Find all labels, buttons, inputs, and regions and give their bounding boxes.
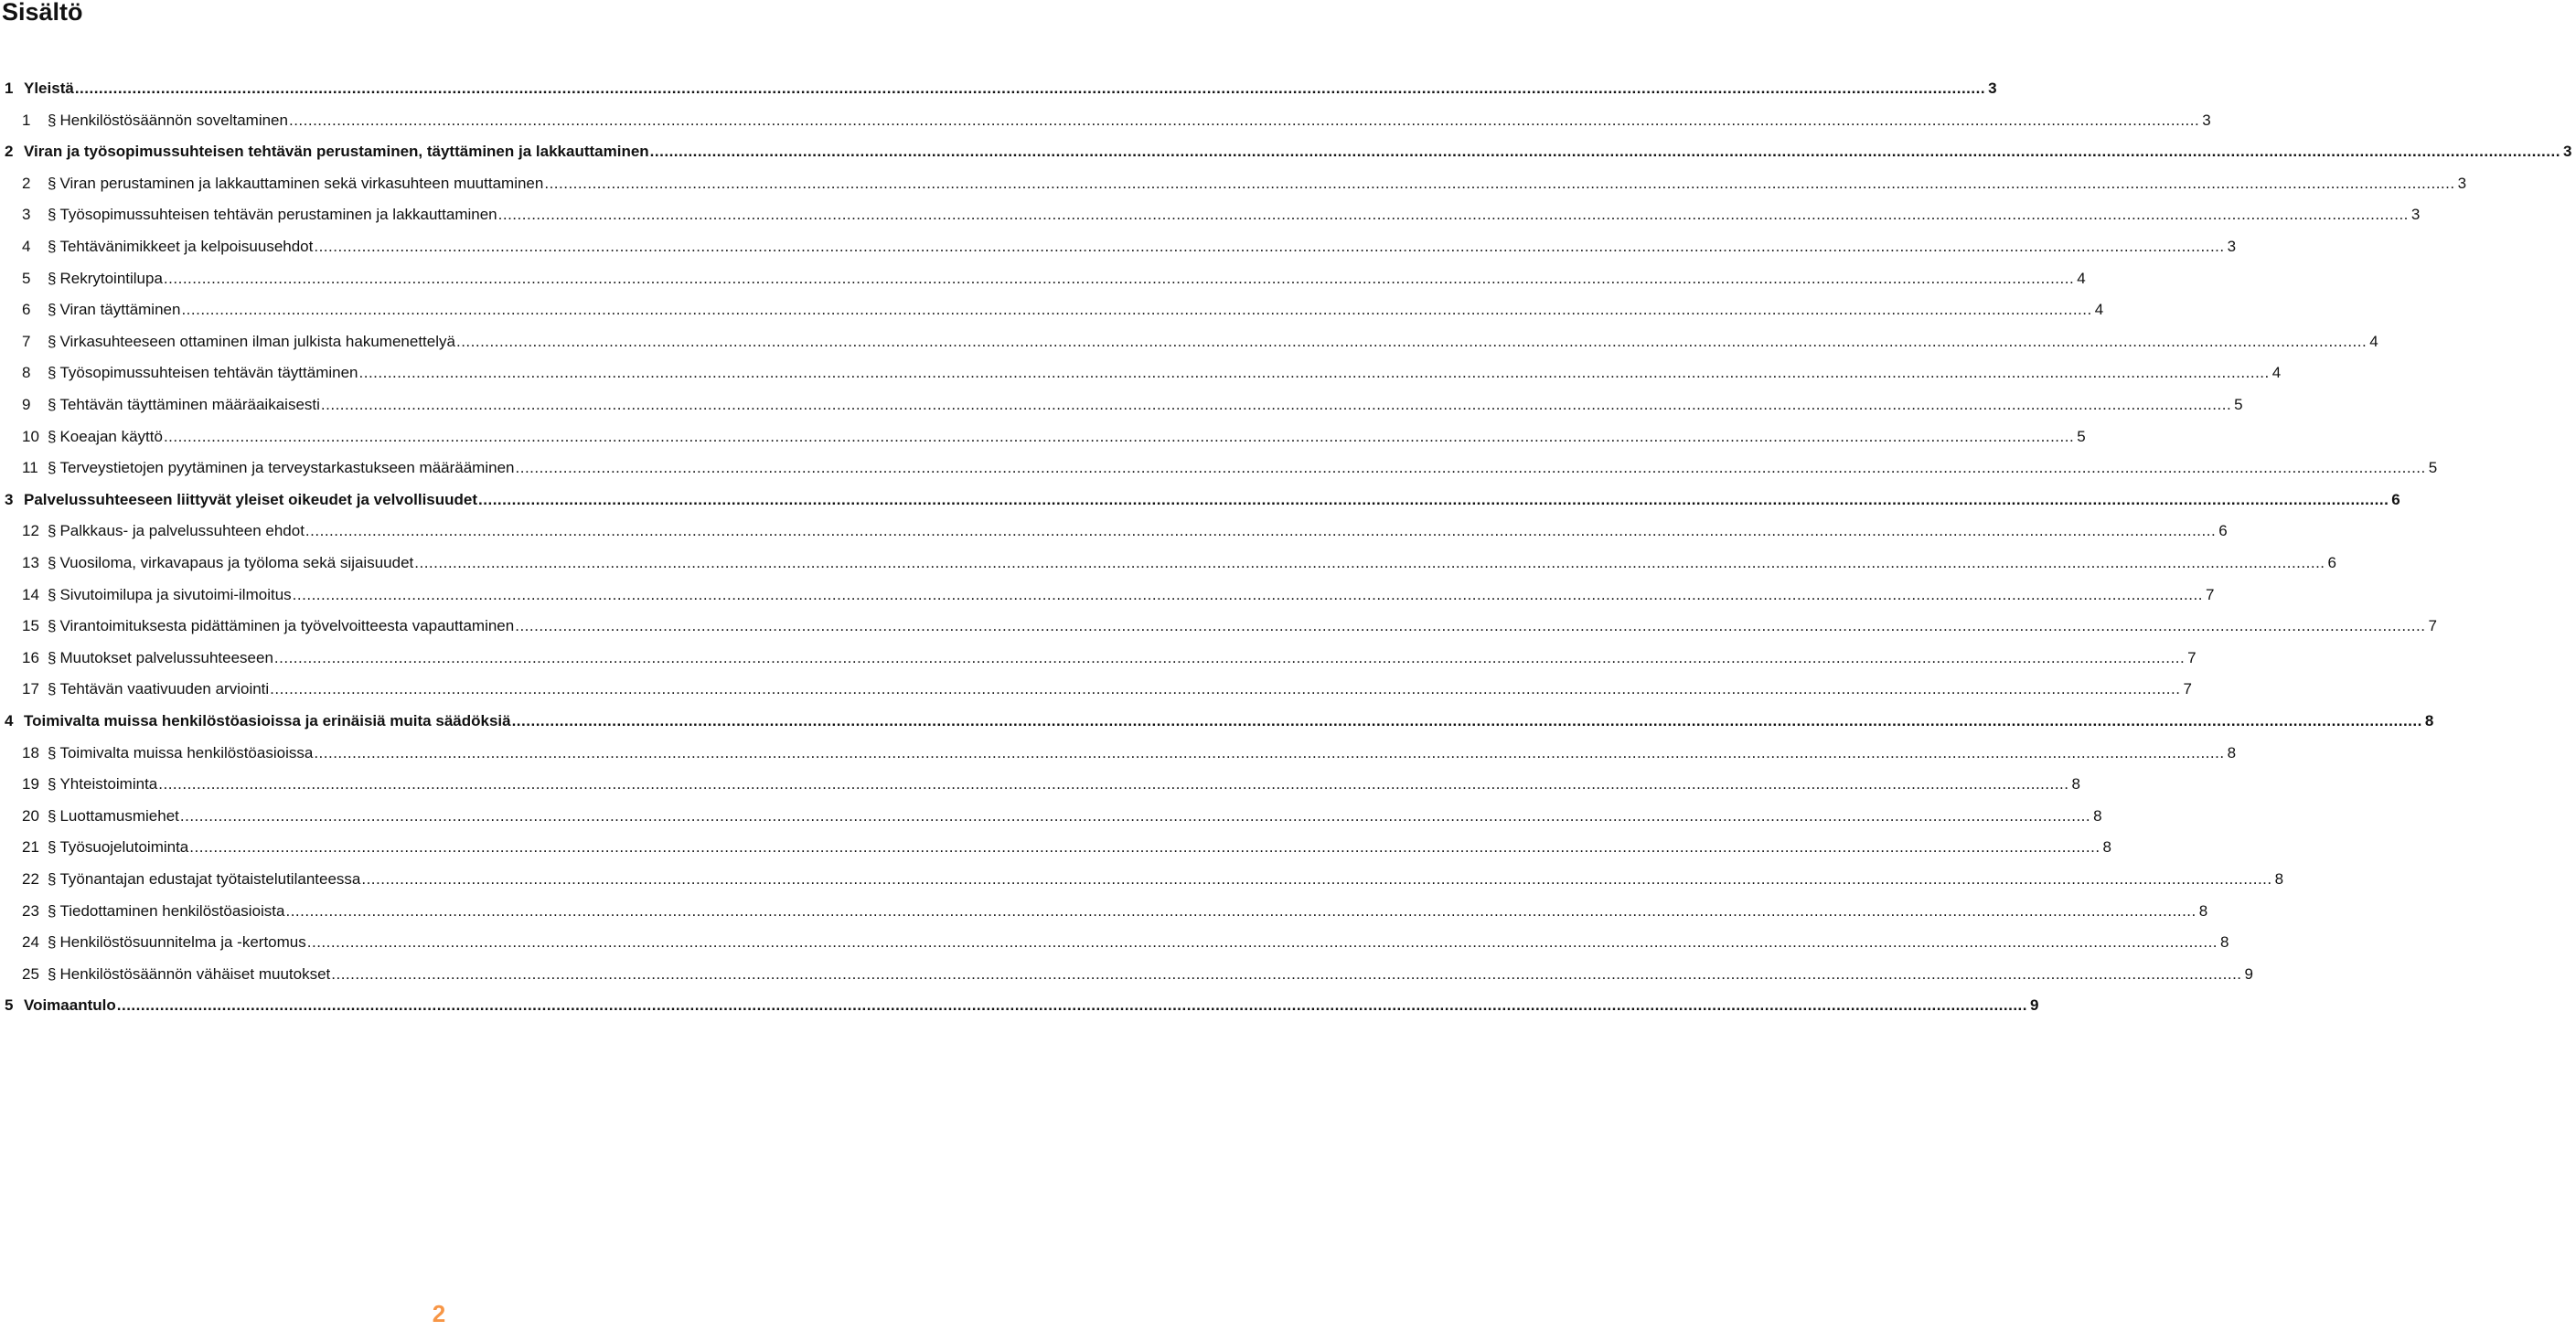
toc-entry[interactable] bbox=[0, 548, 2336, 579]
toc-entry-title: Virkasuhteeseen ottaminen ilman julkista hakumenettelyä bbox=[59, 332, 455, 350]
section-sign-icon: § bbox=[48, 301, 57, 319]
dot-leader: ................................................................................................................................................................................................................................................................................................................................................................................................................ bbox=[314, 743, 2225, 761]
section-sign-icon: § bbox=[48, 617, 57, 635]
toc-entry[interactable] bbox=[0, 136, 2572, 167]
toc-entry-number: 1 bbox=[22, 111, 31, 129]
toc-entry-title: Tehtävänimikkeet ja kelpoisuusehdot bbox=[59, 238, 314, 255]
toc-entry-title: Toimivalta muissa henkilöstöasioissa ja erinäisiä muita säädöksiä bbox=[24, 712, 511, 729]
toc-entry-number: 6 bbox=[22, 301, 31, 319]
toc-entry-page: 9 bbox=[2030, 996, 2039, 1015]
section-sign-icon: § bbox=[48, 648, 57, 666]
dot-leader: ................................................................................................................................................................................................................................................................................................................................................................................................................ bbox=[181, 301, 2092, 319]
toc-entry-page: 7 bbox=[2428, 617, 2437, 635]
toc-entry-page: 4 bbox=[2271, 364, 2282, 382]
toc-entry[interactable] bbox=[0, 959, 2253, 990]
dot-leader: ................................................................................................................................................................................................................................................................................................................................................................................................................ bbox=[306, 933, 2218, 952]
toc-entry-title: Rekrytointilupa bbox=[59, 269, 163, 287]
toc-entry-page: 3 bbox=[2562, 143, 2572, 161]
toc-entry-title: Työsopimussuhteisen tehtävän täyttäminen bbox=[59, 364, 358, 382]
toc-entry[interactable] bbox=[0, 357, 2282, 389]
dot-leader: ................................................................................................................................................................................................................................................................................................................................................................................................................ bbox=[497, 206, 2409, 224]
section-sign-icon: § bbox=[48, 396, 57, 413]
dot-leader: ................................................................................................................................................................................................................................................................................................................................................................................................................ bbox=[179, 806, 2091, 825]
toc-entry-title: Luottamusmiehet bbox=[59, 806, 179, 825]
dot-leader: ................................................................................................................................................................................................................................................................................................................................................................................................................ bbox=[305, 522, 2217, 540]
toc-entry[interactable] bbox=[0, 484, 2400, 516]
toc-entry[interactable] bbox=[0, 105, 2211, 136]
toc-entry[interactable] bbox=[0, 580, 2215, 611]
dot-leader: ................................................................................................................................................................................................................................................................................................................................................................................................................ bbox=[74, 80, 1986, 97]
toc-entry-page: 8 bbox=[2093, 806, 2102, 825]
section-sign-icon: § bbox=[48, 427, 57, 445]
section-sign-icon: § bbox=[48, 838, 57, 857]
section-sign-icon: § bbox=[48, 206, 57, 224]
toc-entry[interactable] bbox=[0, 643, 2197, 674]
toc-entry-page: 8 bbox=[2274, 870, 2284, 888]
toc-entry-number: 3 bbox=[5, 490, 14, 508]
page-title: Sisältö bbox=[2, 0, 83, 26]
toc-entry-page: 8 bbox=[2424, 712, 2434, 729]
section-sign-icon: § bbox=[48, 459, 57, 477]
toc-entry-page: 5 bbox=[2428, 459, 2438, 477]
toc-entry-title: Viran perustaminen ja lakkauttaminen sekä virkasuhteen muuttaminen bbox=[59, 174, 544, 192]
toc-entry-page: 6 bbox=[2218, 522, 2228, 540]
section-sign-icon: § bbox=[48, 775, 57, 793]
toc-entry[interactable] bbox=[0, 864, 2284, 895]
toc-entry-number: 20 bbox=[22, 806, 39, 825]
page-number: 2 bbox=[432, 1300, 446, 1327]
dot-leader: ................................................................................................................................................................................................................................................................................................................................................................................................................ bbox=[511, 712, 2422, 729]
toc-entry-page: 4 bbox=[2094, 301, 2104, 319]
toc-entry-title: Koeajan käyttö bbox=[59, 427, 163, 445]
toc-entry-page: 4 bbox=[2077, 269, 2086, 287]
toc-entry-page: 3 bbox=[2410, 206, 2421, 224]
dot-leader: ................................................................................................................................................................................................................................................................................................................................................................................................................ bbox=[163, 427, 2075, 445]
toc-entry-title: Yleistä bbox=[24, 80, 74, 97]
toc-entry[interactable] bbox=[0, 674, 2192, 705]
dot-leader: ................................................................................................................................................................................................................................................................................................................................................................................................................ bbox=[361, 870, 2272, 888]
toc-entry-number: 2 bbox=[5, 143, 14, 161]
toc-entry-number: 22 bbox=[22, 870, 39, 888]
toc-entry[interactable] bbox=[0, 738, 2237, 769]
toc-entry-title: Henkilöstösäännön soveltaminen bbox=[59, 111, 288, 129]
toc-entry-number: 14 bbox=[22, 585, 39, 603]
dot-leader: ................................................................................................................................................................................................................................................................................................................................................................................................................ bbox=[163, 269, 2075, 287]
toc-entry[interactable] bbox=[0, 389, 2243, 421]
dot-leader: ................................................................................................................................................................................................................................................................................................................................................................................................................ bbox=[331, 964, 2242, 983]
section-sign-icon: § bbox=[48, 680, 57, 698]
toc-entry-title: Palkkaus- ja palvelussuhteen ehdot bbox=[59, 522, 305, 540]
toc-entry[interactable] bbox=[0, 326, 2378, 357]
toc-entry[interactable] bbox=[0, 801, 2102, 832]
toc-entry[interactable] bbox=[0, 453, 2438, 484]
section-sign-icon: § bbox=[48, 806, 57, 825]
toc-entry-title: Tehtävän vaativuuden arviointi bbox=[59, 680, 270, 698]
section-sign-icon: § bbox=[48, 901, 57, 920]
toc-entry-title: Viran täyttäminen bbox=[59, 301, 181, 319]
toc-entry-page: 8 bbox=[2102, 838, 2112, 857]
dot-leader: ................................................................................................................................................................................................................................................................................................................................................................................................................ bbox=[544, 174, 2455, 192]
toc-entry-title: Yhteistoiminta bbox=[59, 775, 158, 793]
toc-entry-title: Vuosiloma, virkavapaus ja työloma sekä sijaisuudet bbox=[59, 554, 414, 571]
toc-entry-page: 5 bbox=[2234, 396, 2243, 413]
toc-entry[interactable] bbox=[0, 516, 2228, 547]
toc-entry-title: Henkilöstösuunnitelma ja -kertomus bbox=[59, 933, 306, 952]
toc-entry-number: 9 bbox=[22, 396, 31, 413]
dot-leader: ................................................................................................................................................................................................................................................................................................................................................................................................................ bbox=[649, 143, 2560, 161]
toc-entry[interactable] bbox=[0, 769, 2080, 800]
toc-entry[interactable] bbox=[0, 199, 2421, 230]
toc-entry-number: 8 bbox=[22, 364, 31, 382]
toc-entry-page: 3 bbox=[1988, 80, 1997, 97]
toc-entry-title: Työnantajan edustajat työtaistelutilanteessa bbox=[59, 870, 361, 888]
toc-entry-number: 5 bbox=[5, 996, 14, 1015]
toc-entry[interactable] bbox=[0, 832, 2112, 863]
toc-entry[interactable] bbox=[0, 168, 2467, 199]
toc-entry-title: Palvelussuhteeseen liittyvät yleiset oikeudet ja velvollisuudet bbox=[24, 490, 478, 508]
dot-leader: ................................................................................................................................................................................................................................................................................................................................................................................................................ bbox=[270, 680, 2181, 698]
toc-entry-title: Toimivalta muissa henkilöstöasioissa bbox=[59, 743, 314, 761]
toc-entry-page: 8 bbox=[2198, 901, 2208, 920]
toc-entry[interactable] bbox=[0, 421, 2086, 453]
dot-leader: ................................................................................................................................................................................................................................................................................................................................................................................................................ bbox=[285, 901, 2197, 920]
toc-entry[interactable] bbox=[0, 73, 1997, 104]
toc-entry-number: 4 bbox=[22, 238, 31, 255]
toc-entry-number: 17 bbox=[22, 680, 39, 698]
toc-entry-number: 4 bbox=[5, 712, 14, 729]
section-sign-icon: § bbox=[48, 364, 57, 382]
toc-entry-number: 16 bbox=[22, 648, 39, 666]
toc-entry-title: Työsopimussuhteisen tehtävän perustaminen ja lakkauttaminen bbox=[59, 206, 497, 224]
dot-leader: ................................................................................................................................................................................................................................................................................................................................................................................................................ bbox=[158, 775, 2069, 793]
toc-entry-title: Voimaantulo bbox=[24, 996, 116, 1015]
toc-entry-title: Tiedottaminen henkilöstöasioista bbox=[59, 901, 285, 920]
toc-entry-page: 8 bbox=[2220, 933, 2229, 952]
toc-entry[interactable] bbox=[0, 896, 2208, 927]
toc-entry-page: 3 bbox=[2227, 238, 2237, 255]
section-sign-icon: § bbox=[48, 585, 57, 603]
toc-entry[interactable] bbox=[0, 294, 2104, 325]
toc-entry-number: 10 bbox=[22, 427, 39, 445]
dot-leader: ................................................................................................................................................................................................................................................................................................................................................................................................................ bbox=[478, 490, 2389, 508]
dot-leader: ................................................................................................................................................................................................................................................................................................................................................................................................................ bbox=[292, 585, 2203, 603]
toc-entry-number: 1 bbox=[5, 80, 14, 97]
toc-entry-number: 19 bbox=[22, 775, 39, 793]
toc-entry[interactable] bbox=[0, 706, 2434, 737]
toc-entry[interactable] bbox=[0, 927, 2229, 958]
toc-entry-page: 4 bbox=[2369, 332, 2378, 350]
toc-entry-page: 5 bbox=[2077, 427, 2086, 445]
toc-entry-page: 7 bbox=[2205, 585, 2215, 603]
dot-leader: ................................................................................................................................................................................................................................................................................................................................................................................................................ bbox=[116, 996, 2028, 1015]
toc-entry-number: 2 bbox=[22, 174, 31, 192]
section-sign-icon: § bbox=[48, 269, 57, 287]
toc-entry-page: 8 bbox=[2227, 743, 2237, 761]
toc-entry[interactable] bbox=[0, 990, 2039, 1021]
toc-entry-number: 23 bbox=[22, 901, 39, 920]
toc-entry-number: 11 bbox=[22, 459, 38, 477]
toc-entry-title: Henkilöstösäännön vähäiset muutokset bbox=[59, 964, 331, 983]
toc-entry-number: 12 bbox=[22, 522, 39, 540]
dot-leader: ................................................................................................................................................................................................................................................................................................................................................................................................................ bbox=[189, 838, 2100, 857]
toc-entry-number: 18 bbox=[22, 743, 39, 761]
section-sign-icon: § bbox=[48, 332, 57, 350]
section-sign-icon: § bbox=[48, 743, 57, 761]
toc-entry-title: Muutokset palvelussuhteeseen bbox=[59, 648, 273, 666]
dot-leader: ................................................................................................................................................................................................................................................................................................................................................................................................................ bbox=[288, 111, 2200, 129]
toc-entry-number: 21 bbox=[22, 838, 39, 857]
toc-entry-number: 7 bbox=[22, 332, 31, 350]
toc-entry-number: 5 bbox=[22, 269, 31, 287]
toc-entry-page: 6 bbox=[2391, 490, 2400, 508]
dot-leader: ................................................................................................................................................................................................................................................................................................................................................................................................................ bbox=[455, 332, 2368, 350]
dot-leader: ................................................................................................................................................................................................................................................................................................................................................................................................................ bbox=[515, 617, 2426, 635]
toc-entry-number: 15 bbox=[22, 617, 39, 635]
section-sign-icon: § bbox=[48, 522, 57, 540]
dot-leader: ................................................................................................................................................................................................................................................................................................................................................................................................................ bbox=[358, 364, 2270, 382]
dot-leader: ................................................................................................................................................................................................................................................................................................................................................................................................................ bbox=[414, 554, 2325, 571]
toc-entry-number: 25 bbox=[22, 964, 39, 983]
section-sign-icon: § bbox=[48, 174, 57, 192]
toc-entry-page: 7 bbox=[2183, 680, 2192, 698]
toc-entry-page: 6 bbox=[2327, 554, 2336, 571]
toc-entry-title: Terveystietojen pyytäminen ja terveystarkastukseen määrääminen bbox=[59, 459, 515, 477]
toc-entry-page: 9 bbox=[2244, 964, 2253, 983]
toc-entry-title: Sivutoimilupa ja sivutoimi-ilmoitus bbox=[59, 585, 292, 603]
toc-entry-title: Tehtävän täyttäminen määräaikaisesti bbox=[59, 396, 320, 413]
toc-entry-number: 24 bbox=[22, 933, 39, 952]
section-sign-icon: § bbox=[48, 964, 57, 983]
dot-leader: ................................................................................................................................................................................................................................................................................................................................................................................................................ bbox=[320, 396, 2232, 413]
toc-entry[interactable] bbox=[0, 231, 2237, 262]
toc-entry-page: 3 bbox=[2202, 111, 2211, 129]
toc-entry-number: 3 bbox=[22, 206, 31, 224]
toc-entry-title: Virantoimituksesta pidättäminen ja työvelvoitteesta vapauttaminen bbox=[59, 617, 515, 635]
toc-entry-page: 7 bbox=[2187, 648, 2197, 666]
section-sign-icon: § bbox=[48, 933, 57, 952]
toc-entry-number: 13 bbox=[22, 554, 39, 571]
toc-entry[interactable] bbox=[0, 611, 2437, 642]
section-sign-icon: § bbox=[48, 238, 57, 255]
toc-entry-title: Työsuojelutoiminta bbox=[59, 838, 189, 857]
dot-leader: ................................................................................................................................................................................................................................................................................................................................................................................................................ bbox=[314, 238, 2225, 255]
toc-entry-page: 3 bbox=[2457, 174, 2467, 192]
dot-leader: ................................................................................................................................................................................................................................................................................................................................................................................................................ bbox=[515, 459, 2426, 477]
dot-leader: ................................................................................................................................................................................................................................................................................................................................................................................................................ bbox=[273, 648, 2186, 666]
section-sign-icon: § bbox=[48, 870, 57, 888]
toc-entry-page: 8 bbox=[2071, 775, 2080, 793]
section-sign-icon: § bbox=[48, 554, 57, 571]
toc-entry[interactable] bbox=[0, 263, 2086, 294]
section-sign-icon: § bbox=[48, 111, 57, 129]
toc-entry-title: Viran ja työsopimussuhteisen tehtävän perustaminen, täyttäminen ja lakkauttaminen bbox=[24, 143, 649, 161]
